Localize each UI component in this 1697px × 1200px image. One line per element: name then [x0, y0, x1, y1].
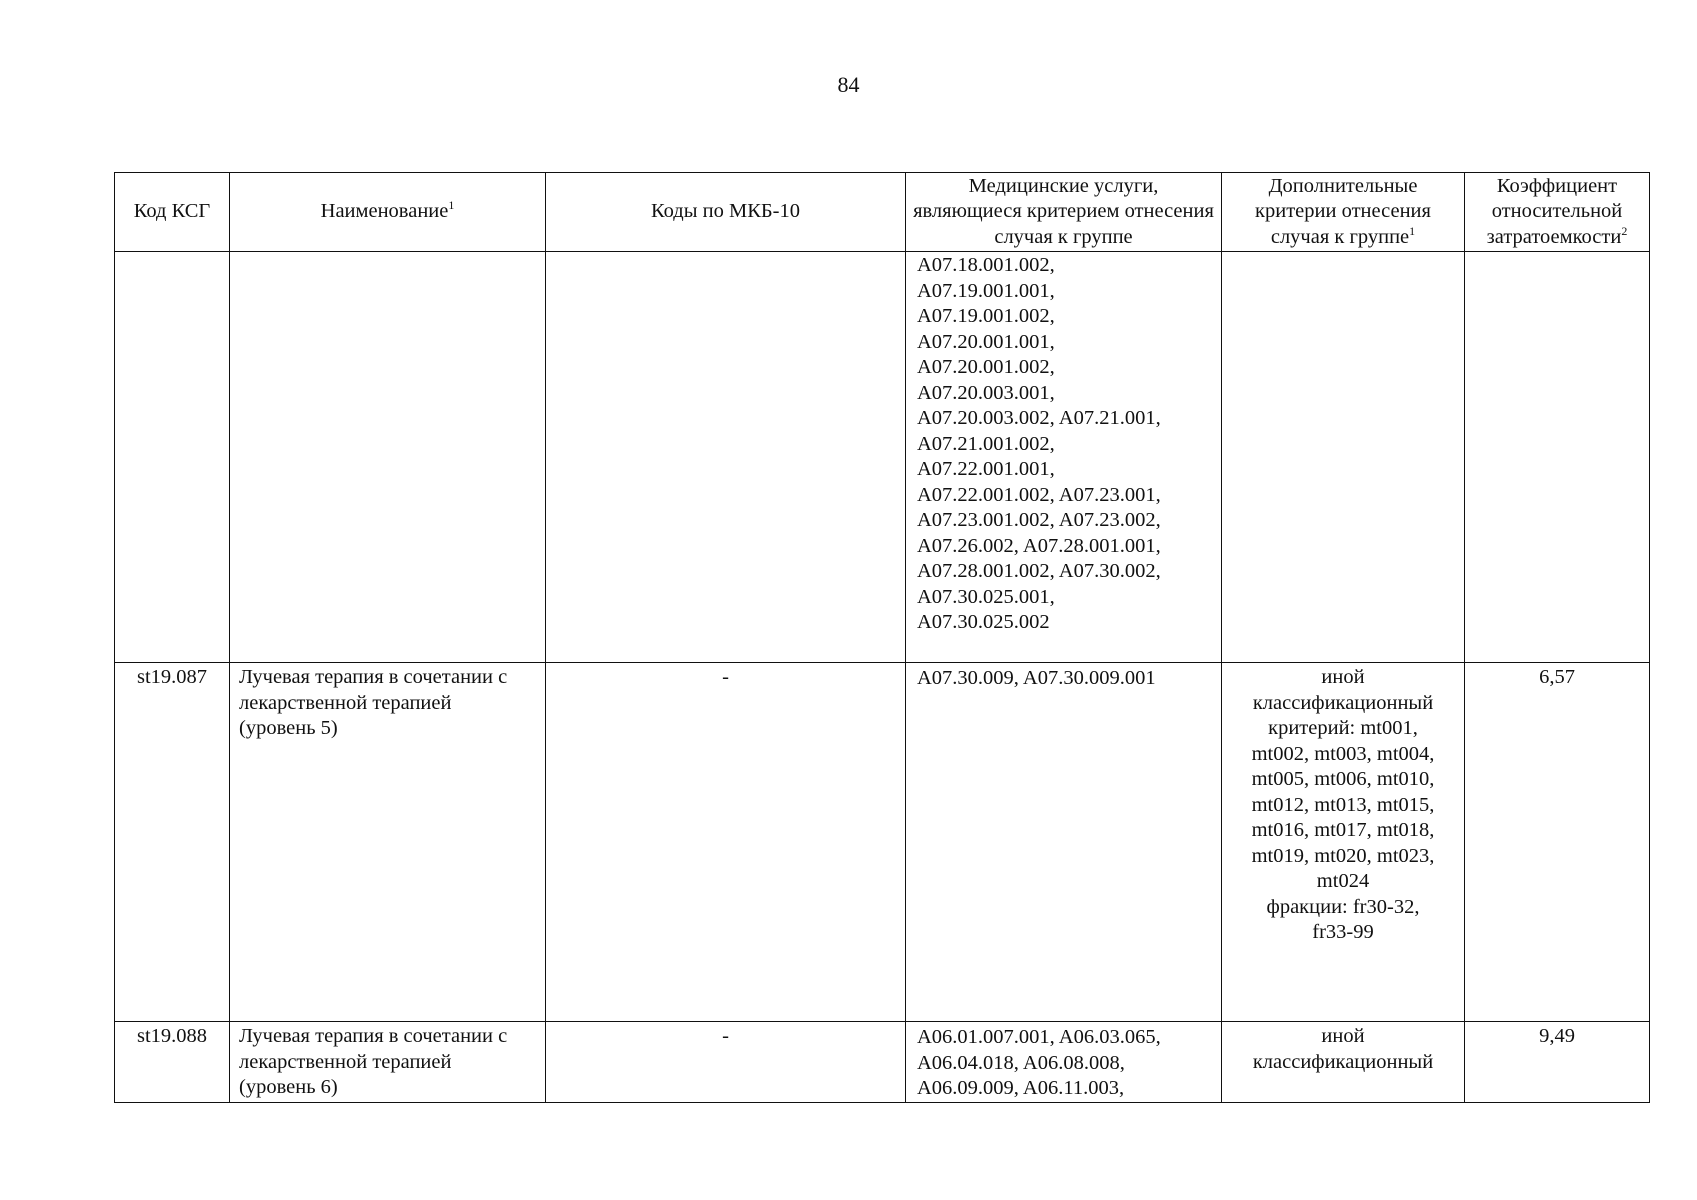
footnote-marker: 1 — [448, 198, 455, 213]
header-name: Наименование$^1$ — [230, 173, 546, 252]
table-row — [115, 252, 1650, 663]
cell-name: Лучевая терапия в сочетании с лекарственной терапией (уровень 6) — [230, 1022, 546, 1103]
ksg-table — [114, 172, 1650, 1103]
header-code: Код КСГ — [115, 173, 230, 252]
header-services: Медицинские услуги, являющиеся критерием отнесения случая к группе — [906, 173, 1222, 252]
cell-services: A06.01.007.001, A06.03.065, A06.04.018, A06.08.008, A06.09.009, A06.11.003, — [906, 1022, 1222, 1103]
header-extra-criteria: Дополнительные критерии отнесения случая к группе$^1$ — [1222, 173, 1465, 252]
table-header-row — [115, 173, 1650, 252]
cell-name — [230, 252, 546, 663]
cell-code: st19.088 — [115, 1022, 230, 1103]
cell-icd: - — [546, 663, 906, 1022]
header-icd: Коды по МКБ-10 — [546, 173, 906, 252]
cell-coefficient: 9,49 — [1465, 1022, 1650, 1103]
cell-services: A07.18.001.002, A07.19.001.001, A07.19.001.002, A07.20.001.001, A07.20.001.002, A07.20.003.001, A07.20.003.002, A07.21.001, A07.21.001.002, A07.22.001.001, A07.22.001.002, A07.23.001, A07.23.001.002, A07.23.002, A07.26.002, A07.28.001.001, A07.28.001.002, A07.30.002, A07.30.025.001, A07.30.025.002 — [906, 252, 1222, 663]
table-row — [115, 663, 1650, 1022]
table-row — [115, 1022, 1650, 1103]
cell-coefficient: 6,57 — [1465, 663, 1650, 1022]
cell-code — [115, 252, 230, 663]
cell-icd: - — [546, 1022, 906, 1103]
footnote-marker: 2 — [1621, 223, 1628, 238]
header-coefficient: Коэффициент относительной затратоемкости$^2$ — [1465, 173, 1650, 252]
cell-extra-criteria: иной классификационный — [1222, 1022, 1465, 1103]
cell-icd — [546, 252, 906, 663]
page-number: 84 — [837, 72, 860, 97]
cell-name: Лучевая терапия в сочетании с лекарственной терапией (уровень 5) — [230, 663, 546, 1022]
cell-code: st19.087 — [115, 663, 230, 1022]
cell-services: A07.30.009, A07.30.009.001 — [906, 663, 1222, 1022]
footnote-marker: 1 — [1409, 223, 1416, 238]
cell-coefficient — [1465, 252, 1650, 663]
cell-extra-criteria — [1222, 252, 1465, 663]
cell-extra-criteria: иной классификационный критерий: mt001, mt002, mt003, mt004, mt005, mt006, mt010, mt012, mt013, mt015, mt016, mt017, mt018, mt019, mt020, mt023, mt024 фракции: fr30-32, fr33-99 — [1222, 663, 1465, 1022]
